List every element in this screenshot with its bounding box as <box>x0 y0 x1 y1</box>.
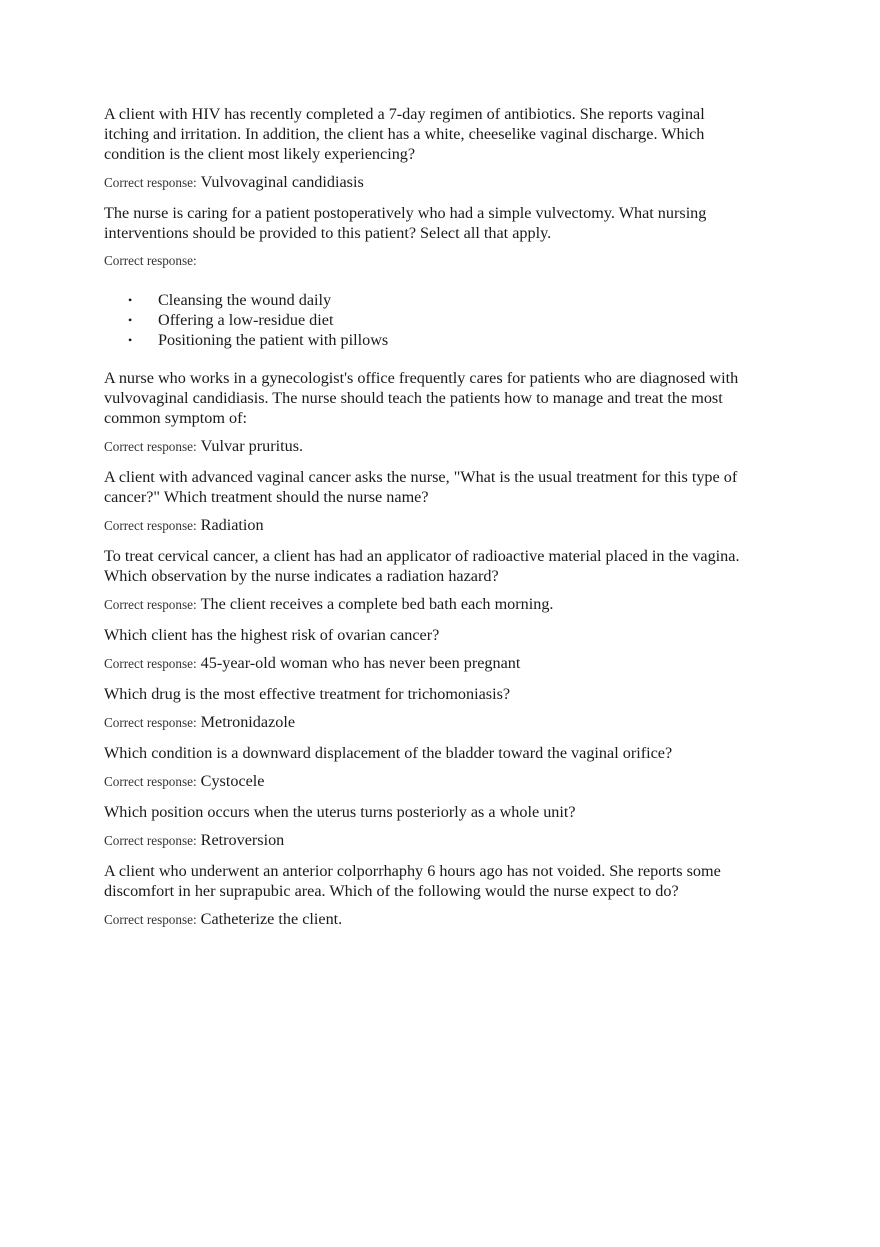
bullet-icon: • <box>128 333 133 347</box>
response-answer: Retroversion <box>200 831 285 849</box>
response-label: Correct response: <box>104 597 197 612</box>
correct-response <box>104 908 744 931</box>
correct-response <box>104 593 744 616</box>
response-answer: Catheterize the client. <box>200 910 343 928</box>
document-page <box>104 104 744 940</box>
question-text: Which position occurs when the uterus turns posteriorly as a whole unit? <box>104 803 576 821</box>
answer-list-text: Positioning the patient with pillows <box>158 331 389 349</box>
answer-list-item <box>104 290 744 310</box>
correct-response <box>104 770 744 793</box>
correct-response <box>104 171 744 194</box>
question-text: A client who underwent an anterior colporrhaphy 6 hours ago has not voided. She reports some discomfort in her suprapubic area. Which of the following would the nurse expect to do? <box>104 862 721 900</box>
question-text: Which client has the highest risk of ovarian cancer? <box>104 626 440 644</box>
response-answer: Vulvar pruritus. <box>200 437 304 455</box>
response-label: Correct response: <box>104 715 197 730</box>
response-answer: Vulvovaginal candidiasis <box>200 173 364 191</box>
response-label: Correct response: <box>104 175 197 190</box>
correct-response <box>104 711 744 734</box>
bullet-icon: • <box>128 313 133 327</box>
answer-list-item <box>104 310 744 330</box>
response-answer: 45-year-old woman who has never been pregnant <box>200 654 521 672</box>
response-answer: Radiation <box>200 516 264 534</box>
correct-response <box>104 652 744 675</box>
question-text: To treat cervical cancer, a client has had an applicator of radioactive material placed in the vagina. Which observation by the nurse indicates a radiation hazard? <box>104 547 740 585</box>
response-label: Correct response: <box>104 656 197 671</box>
answer-list-text: Cleansing the wound daily <box>158 291 332 309</box>
response-label: Correct response: <box>104 774 197 789</box>
response-answer: Cystocele <box>200 772 265 790</box>
answer-list-text: Offering a low-residue diet <box>158 311 334 329</box>
response-label: Correct response: <box>104 253 197 268</box>
response-answer: The client receives a complete bed bath each morning. <box>200 595 554 613</box>
question-text: Which drug is the most effective treatment for trichomoniasis? <box>104 685 511 703</box>
answer-list <box>104 290 744 350</box>
response-label: Correct response: <box>104 439 197 454</box>
response-label: Correct response: <box>104 912 197 927</box>
response-answer: Metronidazole <box>200 713 296 731</box>
correct-response <box>104 250 744 272</box>
correct-response <box>104 435 744 458</box>
bullet-icon: • <box>128 293 133 307</box>
response-label: Correct response: <box>104 518 197 533</box>
correct-response <box>104 829 744 852</box>
response-label: Correct response: <box>104 833 197 848</box>
question-text: Which condition is a downward displacement of the bladder toward the vaginal orifice? <box>104 744 673 762</box>
answer-list-item <box>104 330 744 350</box>
question-text: A client with advanced vaginal cancer asks the nurse, "What is the usual treatment for this type of cancer?" Which treatment should the nurse name? <box>104 468 738 506</box>
question-text: A nurse who works in a gynecologist's office frequently cares for patients who are diagnosed with vulvovaginal candidiasis. The nurse should teach the patients how to manage and treat the most common symptom of: <box>104 369 739 427</box>
question-text: A client with HIV has recently completed a 7-day regimen of antibiotics. She reports vaginal itching and irritation. In addition, the client has a white, cheeselike vaginal discharge. Which condition is the client most likely experiencing? <box>104 105 705 163</box>
question-text: The nurse is caring for a patient postoperatively who had a simple vulvectomy. What nursing interventions should be provided to this patient? Select all that apply. <box>104 204 707 242</box>
correct-response <box>104 514 744 537</box>
